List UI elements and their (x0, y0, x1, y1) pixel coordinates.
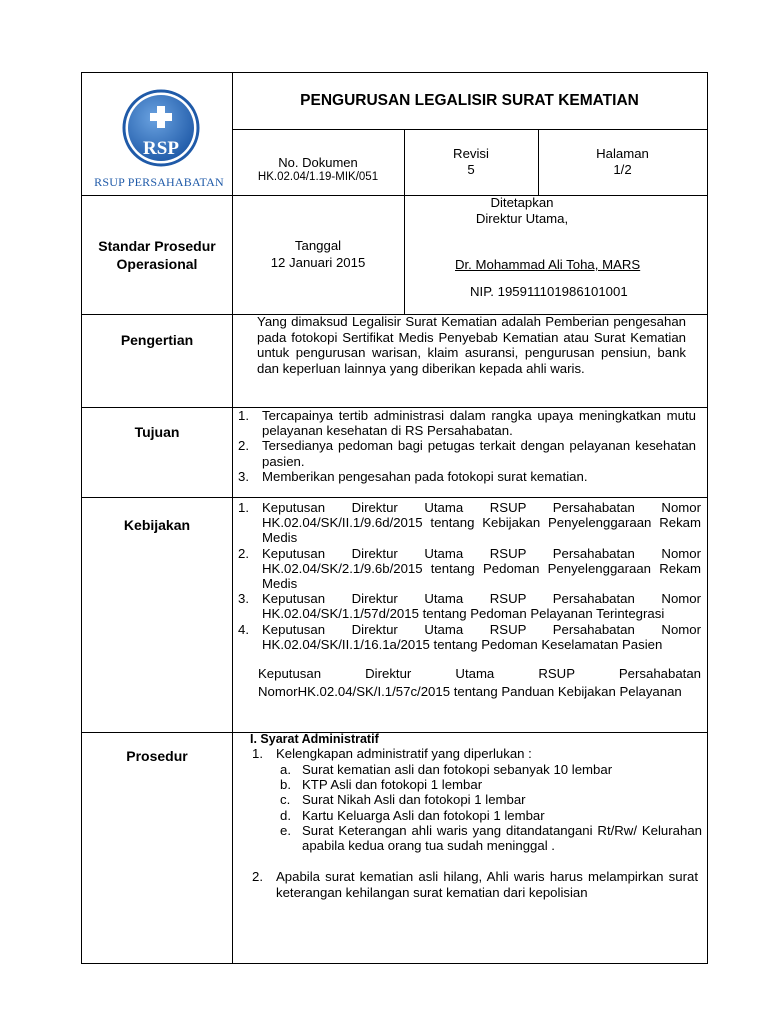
item-text: Surat Keterangan ahli waris yang ditandatangani Rt/Rw/ Kelurahan apabila kedua orang tua sudah meninggal . (302, 822, 702, 854)
tujuan-label: Tujuan (134, 424, 180, 440)
item-number: 1. (238, 500, 249, 515)
tujuan-item (238, 469, 696, 484)
jabatan-text: Direktur Utama, (475, 211, 569, 226)
item-number: e. (280, 822, 291, 838)
nip-text: NIP. 195911101986101001 (470, 284, 628, 299)
item-number: b. (280, 777, 291, 793)
ditetapkan-text: Ditetapkan (490, 195, 554, 210)
tanggal-value: 12 Januari 2015 (270, 255, 366, 270)
kebijakan-label: Kebijakan (123, 517, 191, 533)
tujuan-item (238, 408, 696, 438)
item-number: 2. (238, 545, 249, 561)
item-text: Memberikan pengesahan pada fotokopi surat kematian. (262, 468, 588, 484)
item-text: Surat kematian asli dan fotokopi sebanyak 10 lembar (302, 762, 613, 777)
revisi-value: 5 (467, 162, 475, 177)
sop-document (81, 72, 708, 964)
pengertian-label: Pengertian (120, 332, 194, 348)
item-text: Keputusan Direktur Utama RSUP Persahabatan Nomor HK.02.04/SK/II.1/9.6d/2015 tentang Kebijakan Penyelenggaraan Rekam Medis (262, 500, 701, 546)
doc-number-label: No. Dokumen (278, 155, 358, 170)
item-number: 4. (238, 621, 249, 637)
step-number: 1. (252, 746, 263, 761)
tujuan-list (238, 408, 696, 484)
sop-label (82, 237, 232, 273)
item-text: Tercapainya tertib administrasi dalam rangka upaya meningkatkan mutu pelayanan kesehatan di RS Persahabatan. (262, 408, 696, 439)
item-text: Keputusan Direktur Utama RSUP Persahabatan Nomor HK.02.04/SK/2.1/9.6b/2015 tentang Pedoman Penyelenggaraan Rekam Medis (262, 545, 701, 592)
halaman-label: Halaman (596, 146, 649, 161)
item-text: Keputusan Direktur Utama RSUP Persahabatan Nomor HK.02.04/SK/II.1/16.1a/2015 tentang Pedoman Keselamatan Pasien (262, 621, 701, 652)
item-number: c. (280, 792, 291, 808)
item-number: 3. (238, 591, 249, 607)
svg-text:RSUP PERSAHABATAN: RSUP PERSAHABATAN (94, 175, 224, 189)
item-number: d. (280, 807, 291, 823)
pengertian-text: Yang dimaksud Legalisir Surat Kematian adalah Pemberian pengesahan pada fotokopi Sertifikat Medis Penyebab Kematian atau Surat Kematian untuk pengurusan warisan, klaim asuransi, pengurusan pensiun, bank dan keperluan lainnya yang diberikan kepada ahli waris. (257, 314, 686, 376)
doc-number-value: HK.02.04/1.19-MIK/051 (257, 171, 379, 183)
item-number: 1. (238, 408, 249, 423)
step-text: Apabila surat kematian asli hilang, Ahli waris harus melampirkan surat keterangan kehilangan surat kematian dari kepolisian (276, 869, 698, 900)
prosedur-section-title: I. Syarat Administratif (250, 732, 379, 746)
item-number: 2. (238, 438, 249, 454)
requirement-item (280, 777, 702, 792)
kebijakan-item (238, 500, 701, 546)
kebijakan-item (238, 546, 701, 592)
revisi-label: Revisi (453, 146, 489, 161)
item-text: Kartu Keluarga Asli dan fotokopi 1 lembar (302, 807, 545, 823)
halaman-value: 1/2 (613, 162, 632, 177)
row-divider (82, 732, 707, 733)
prosedur-step1 (252, 746, 532, 761)
item-text: Keputusan Direktur Utama RSUP Persahabatan Nomor HK.02.04/SK/1.1/57d/2015 tentang Pedoman Pelayanan Terintegrasi (262, 591, 701, 622)
column-divider (232, 73, 233, 964)
row-divider (82, 497, 707, 498)
svg-text:RSP: RSP (143, 138, 179, 159)
row-divider (232, 129, 707, 130)
item-number: a. (280, 762, 291, 777)
sop-label-line: Standar Prosedur (98, 238, 216, 254)
step-number: 2. (252, 869, 263, 884)
signatory-name: Dr. Mohammad Ali Toha, MARS (455, 257, 641, 272)
document-title: PENGURUSAN LEGALISIR SURAT KEMATIAN (300, 92, 639, 109)
requirement-item (280, 823, 702, 853)
logo (82, 73, 232, 195)
prosedur-step2 (252, 869, 698, 900)
requirement-item (280, 808, 702, 823)
prosedur-label: Prosedur (126, 748, 188, 764)
item-text: Surat Nikah Asli dan fotokopi 1 lembar (302, 792, 526, 808)
kebijakan-extra: Keputusan Direktur Utama RSUP Persahabatan NomorHK.02.04/SK/I.1/57c/2015 tentang Panduan Kebijakan Pelayanan (258, 666, 701, 699)
tujuan-item (238, 438, 696, 468)
step-text: Kelengkapan administratif yang diperlukan : (276, 746, 532, 761)
requirement-item (280, 792, 702, 807)
kebijakan-item (238, 591, 701, 621)
kebijakan-item (238, 622, 701, 652)
kebijakan-list (238, 500, 701, 652)
item-text: Tersedianya pedoman bagi petugas terkait dengan pelayanan kesehatan pasien. (262, 438, 696, 469)
requirements-list (280, 762, 702, 853)
tanggal-label: Tanggal (294, 238, 342, 253)
requirement-item (280, 762, 702, 777)
sop-label-line: Operasional (116, 256, 198, 272)
rsp-logo-icon (82, 73, 232, 195)
item-text: KTP Asli dan fotokopi 1 lembar (302, 777, 483, 793)
item-number: 3. (238, 468, 249, 484)
